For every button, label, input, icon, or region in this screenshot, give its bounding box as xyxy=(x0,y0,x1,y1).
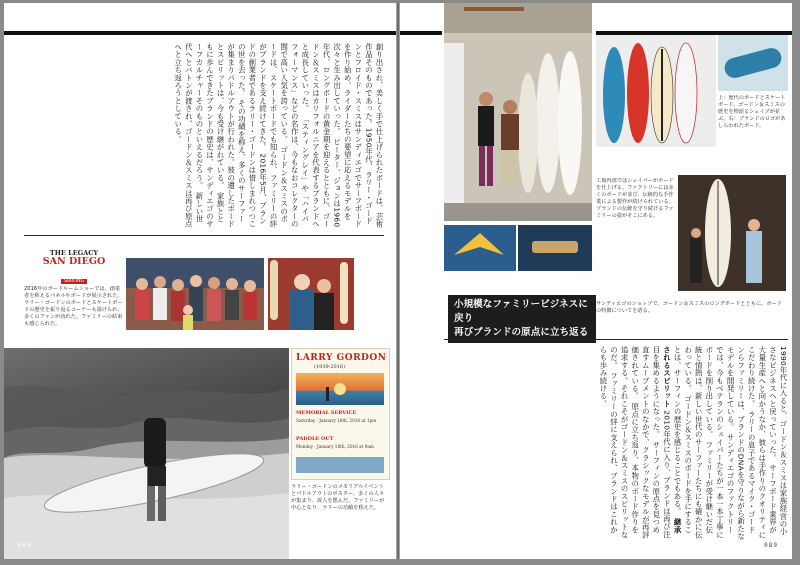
poster-footer-image xyxy=(296,457,384,473)
poster-title: LARRY GORDON xyxy=(296,353,387,363)
left-text-col-5: その功績を称え、多くのサーファーが集まりパドルアウトが行われた。彼の遺したボードとスピリットは、今も受け継がれている。 xyxy=(216,43,247,228)
headline-line-1: 小規模なファミリービジネスに戻り xyxy=(454,299,588,324)
left-text-col-1: ピーター、ジョンは1960年代、ロングボードの黄金期を迎えるとともに、ゴードン＆スミスはカリフォルニアを代表するブランドへと成長していった。 xyxy=(300,43,342,228)
poster-section-paddle: PADDLE OUT xyxy=(296,436,334,442)
right-text-col-8: 原点に立ち返り、本物のボード作りを追求する。それこそがゴードン＆スミスのスピリットなのだ。 xyxy=(609,346,640,539)
legacy-logo-line2: SAN DIEGO xyxy=(42,256,106,267)
poster-sunset-image xyxy=(296,373,384,405)
left-text-col-7: 新しい世代へとバトンが渡され、ゴードン＆スミスは再び原点へと立ち返ろうとしている。 xyxy=(173,43,204,228)
right-text-col-0: 1990年代に入ると、ゴードン＆スミスは家族経営の小さなビジネスへと戻っていった。 xyxy=(768,346,788,536)
top-rule xyxy=(4,31,396,35)
right-text-col-4: ファミリーが受け継いだ伝統と情熱は、新しい世代のサーファーたちにも確かに伝わっている。 xyxy=(683,346,714,539)
right-subheading: 継承されるスピリット xyxy=(662,346,683,534)
surfer-beach-photo xyxy=(4,348,289,559)
right-page xyxy=(400,3,792,559)
poster-section-memorial: MEMORIAL SERVICE xyxy=(296,410,357,416)
left-text-col-0: 創り出され、美しく手で仕上げられたボードは、芸術作品そのものであった。1950年代、ラリー・ゴードンとフロイド・スミスはサンディエゴでサーフボードを作り始め、ライダーたちの要望に応えるモデルを次々と生み出していった。 xyxy=(332,43,384,228)
poster-memorial-detail: Saturday · January 16th, 2016 at 1pm xyxy=(296,418,377,423)
couple-with-boards-photo xyxy=(268,258,354,330)
top-rule-short xyxy=(400,31,442,35)
legacy-caption: 2016年のボードルームショーでは、創業者を称えるパネルやボードが展示された。ラリー・ゴードンのボードとスケートボードの歴史を振り返るコーナーも設けられ、多くのファンが訪れた。ファミリーの結束も感じられた。 xyxy=(24,286,123,327)
section-divider xyxy=(24,235,384,236)
left-text-col-3: ゴードン＆スミスのボードは、スケートボードでも知られ、ファミリーの絆がブランドを支え続けてきた。 xyxy=(258,43,289,228)
family-group-photo xyxy=(126,258,264,330)
body-top-rule xyxy=(444,339,788,340)
left-text-col-4: 2016年5月、ブランドの創業者であるラリー・ゴードンは惜しまれつつこの世を去った。 xyxy=(237,43,268,228)
poster-years: (1939-2016) xyxy=(314,364,346,370)
left-text-col-2: 「スティングレイ」や「ハイパフォーマンス」などの名作は、今もなおコレクターの間で高い人気を誇っている。 xyxy=(279,43,310,228)
poster-paddle-detail: Monday · January 18th, 2016 at 9am xyxy=(296,444,374,449)
right-text-col-7: サーフィンの原点を見つめ直すムーブメントのなかで、クラシックなモデルが再評価されている。 xyxy=(630,346,661,539)
poster-caption: ラリー・ゴードンのメモリアルイベントとパドルアウトのポスター。多くの人々が集まり、故人を偲んだ。ファミリーが中心となり、ラリーの功績を称えた。 xyxy=(291,484,385,511)
memorial-poster xyxy=(291,348,390,480)
portrait-with-longboard-photo xyxy=(678,175,786,291)
skateboard-photo xyxy=(718,35,788,91)
boards-caption: 上：歴代のボードとスケートボード。ゴードン＆スミスの歴史を物語るシェイプが並ぶ。右：ブランドのロゴがあしらわれたボード。 xyxy=(718,95,786,129)
right-text-col-9: ファミリーの絆に支えられ、ブランドはこれからも歩み続ける。 xyxy=(598,346,619,534)
board-nameplate-photo xyxy=(518,225,592,271)
right-text-block xyxy=(444,346,788,541)
factory-photo xyxy=(444,3,592,221)
left-text-block xyxy=(24,43,384,228)
left-page xyxy=(4,3,396,559)
board-logo-detail-photo xyxy=(444,225,516,271)
vintage-boards-photo xyxy=(596,35,716,147)
legacy-logo-line3: SURFING xyxy=(61,279,87,284)
factory-caption: 工場内部ではシェイパーがボードを仕上げる。ファクトリーには多くのボードが並び、伝統的な手作業による製作が続けられている。ブランドの伝統を守り続けるファミリーの姿がそこにある。 xyxy=(596,178,674,219)
left-text-col-6: 家族とともに歩んできたブランドの歴史は、サンディエゴのサーフカルチャーそのものといえるだろう。 xyxy=(194,43,226,228)
legacy-logo-line1: THE LEGACY xyxy=(49,249,99,257)
headline-line-2: 再びブランドの原点に立ち返る xyxy=(454,327,589,338)
right-text-col-2: ラリーの息子であるマイク・ゴードンらファミリーは、ブランドのDNAを守りながら新たなモデルを開発している。 xyxy=(726,346,757,541)
portrait-caption: サンディエゴのショップで、ゴードン＆スミスのロングボードとともに。ボードの特徴についてを語る。 xyxy=(596,301,782,314)
right-text-col-3: サンディエゴのファクトリーでは、今もベテランのシェイパーたちが一本一本丁寧にボードを削り出している。 xyxy=(704,346,736,539)
right-folio: 089 xyxy=(764,542,778,549)
legacy-logo xyxy=(28,249,120,284)
left-folio: 088 xyxy=(18,542,32,549)
right-text-col-6: 2010年代に入り、ブランドは再び注目を集めるようになった。 xyxy=(651,346,672,539)
article-headline xyxy=(448,295,596,343)
right-text-col-1: サーフボード業界が大量生産へと向かうなか、彼らは手作りのクオリティにこだわり続けた。 xyxy=(747,346,778,539)
right-text-col-5: ゴードン＆スミスのボードを手にすることは、サーフィンの歴史を感じることでもある。 xyxy=(673,346,693,534)
